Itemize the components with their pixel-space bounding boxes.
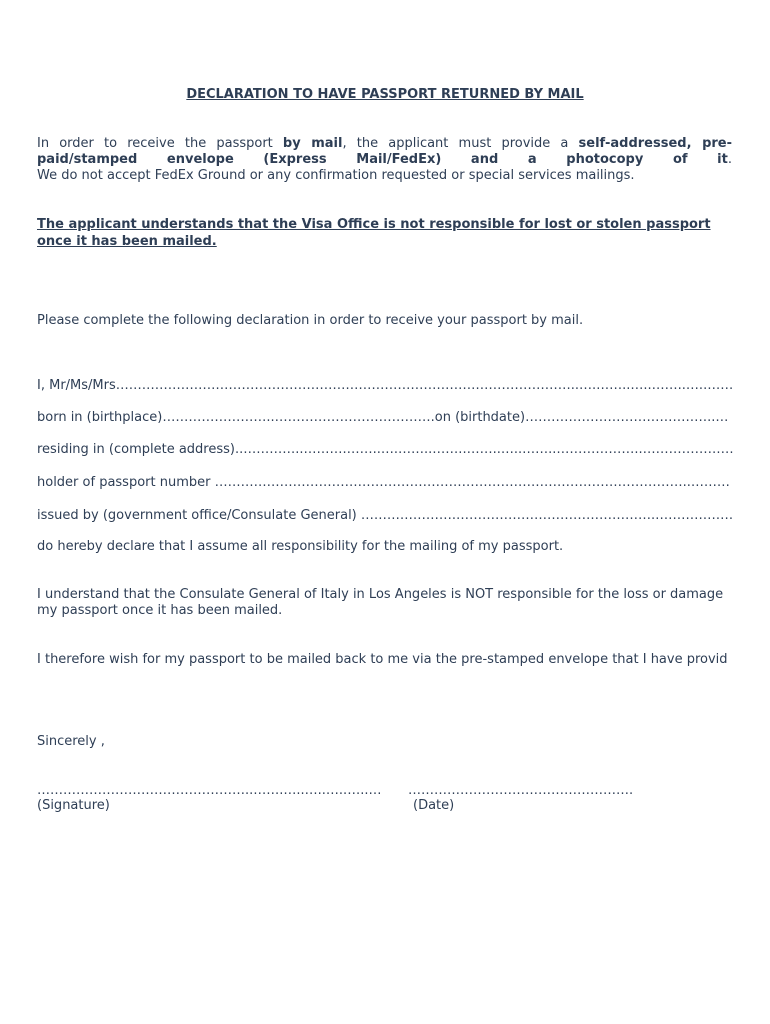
intro-text-a: In order to receive the passport [37,136,283,151]
intro-text-c: , the applicant must provide a [342,136,579,151]
date-line[interactable]: ……………………………………………. [408,783,634,798]
document-title: DECLARATION TO HAVE PASSPORT RETURNED BY MAIL [186,87,584,102]
wish-statement: I therefore wish for my passport to be mailed back to me via the pre-stamped envelope that I have provid [37,652,728,667]
intro-self-addressed: self-addressed, pre- [578,136,732,151]
intro-line-3: We do not accept FedEx Ground or any confirmation requested or special services mailings. [37,168,635,183]
responsibility-notice: The applicant understands that the Visa Office is not responsible for lost or stolen passport once it has been mailed. [37,217,711,249]
understand-statement-line-2: my passport once it has been mailed. [37,603,283,618]
intro-paragraph [37,136,732,184]
address-field[interactable]: residing in (complete address)..…………..……….……..….……..……..……..…..……..………………..………………… [37,442,734,457]
signature-line[interactable]: …………………………………………..…….…..…..…..…..… [37,783,382,798]
intro-period: . [727,152,732,167]
instruction-text: Please complete the following declaration in order to receive your passport by mail. [37,313,584,328]
intro-by-mail: by mail [282,136,343,151]
passport-number-field[interactable]: holder of passport number ………………………………………………………………………………………………..……… [37,475,730,490]
understand-statement: I understand that the Consulate General of Italy in Los Angeles is NOT responsible for the loss or damage [37,587,724,602]
issued-by-field[interactable]: issued by (government office/Consulate General) ………………….……………………………………….……………… [37,508,734,523]
birth-field[interactable]: born in (birthplace)……………………..……………………………….on (birthdate)……………………………………..… [37,410,729,425]
intro-line-1 [37,136,732,152]
closing: Sincerely , [37,734,105,749]
intro-envelope-requirement: paid/stamped envelope (Express Mail/FedEx) and a photocopy of it [37,152,728,167]
name-field[interactable]: I, Mr/Ms/Mrs……………………………………………………………………………………………..….……..…..……..…..…… [37,378,734,393]
intro-line-2 [37,152,732,168]
declaration-statement: do hereby declare that I assume all responsibility for the mailing of my passport. [37,539,564,554]
signature-label: (Signature) [37,798,110,813]
date-label: (Date) [413,798,455,813]
